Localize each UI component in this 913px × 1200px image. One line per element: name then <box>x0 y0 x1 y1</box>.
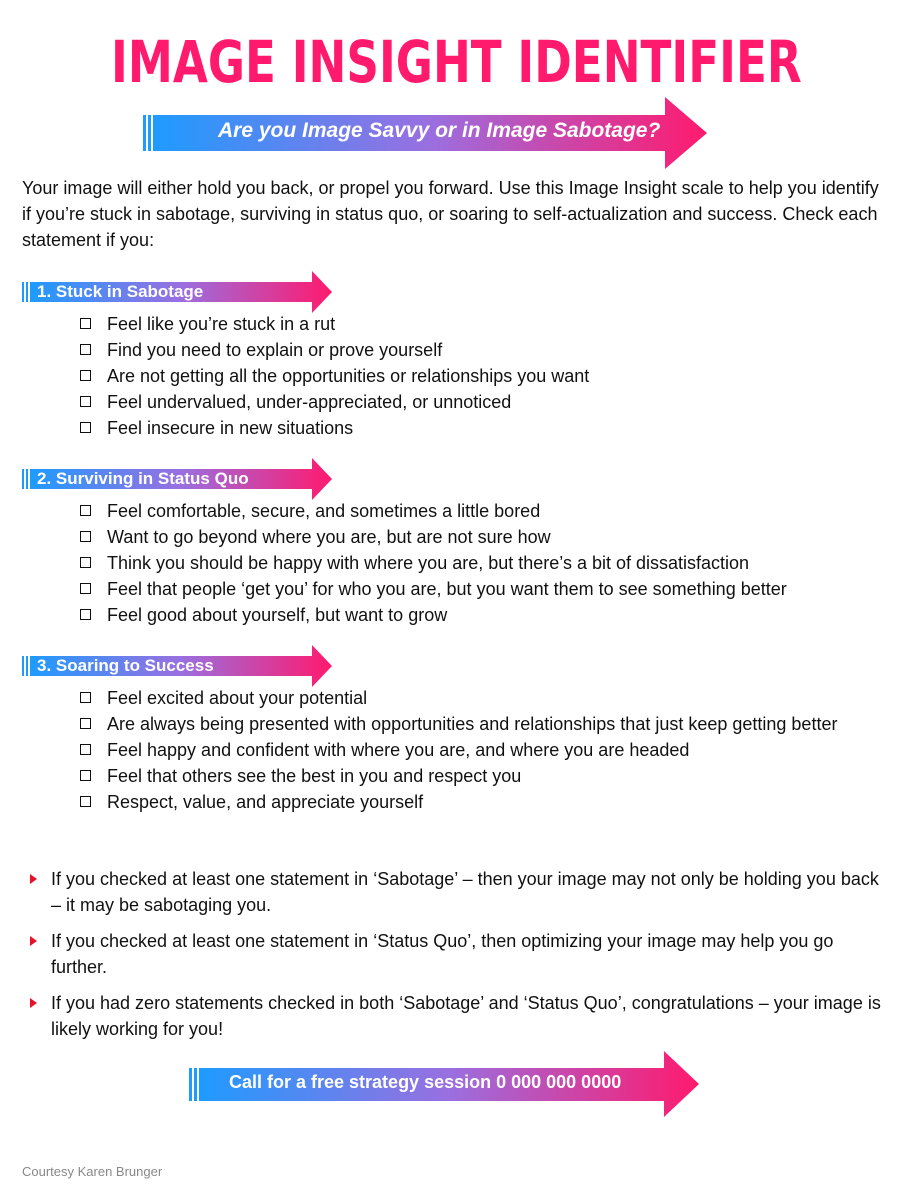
checklist-item <box>80 415 887 441</box>
triangle-bullet-icon <box>30 998 37 1008</box>
result-text: If you checked at least one statement in ‘Sabotage’ – then your image may not only be holding you back – it may be sabotaging you. <box>51 869 879 915</box>
subtitle: Are you Image Savvy or in Image Sabotage? <box>218 119 661 142</box>
intro-paragraph: Your image will either hold you back, or propel you forward. Use this Image Insight scale to help you identify if you’re stuck in sabotage, surviving in status quo, or soaring to self-actualization and success. Check each statement if you: <box>22 178 879 250</box>
checkbox[interactable] <box>80 422 91 433</box>
checklist-item-text: Respect, value, and appreciate yourself <box>107 792 424 812</box>
checklist-item <box>80 685 887 711</box>
checklist-item-text: Are not getting all the opportunities or relationships you want <box>107 366 590 386</box>
results-list <box>28 866 881 1052</box>
checklist-item <box>80 524 887 550</box>
checklist-item-text: Feel that people ‘get you’ for who you are, but you want them to see something better <box>107 579 787 599</box>
result-text: If you had zero statements checked in both ‘Sabotage’ and ‘Status Quo’, congratulations – your image is likely working for you! <box>51 993 881 1039</box>
cta-banner[interactable] <box>189 1051 699 1117</box>
checklist-item <box>80 789 887 815</box>
checkbox[interactable] <box>80 609 91 620</box>
checkbox[interactable] <box>80 583 91 594</box>
checklist-item-text: Want to go beyond where you are, but are not sure how <box>107 527 551 547</box>
checkbox[interactable] <box>80 770 91 781</box>
result-item <box>28 928 881 980</box>
checkbox[interactable] <box>80 531 91 542</box>
checkbox[interactable] <box>80 396 91 407</box>
result-item <box>28 990 881 1042</box>
result-item <box>28 866 881 918</box>
checklist-item-text: Feel like you’re stuck in a rut <box>107 314 336 334</box>
checklist-item <box>80 337 887 363</box>
checklist-item <box>80 602 887 628</box>
checklist-item <box>80 763 887 789</box>
section-heading: 1. Stuck in Sabotage <box>37 282 204 301</box>
checklist-item-text: Feel excited about your potential <box>107 688 368 708</box>
checkbox[interactable] <box>80 796 91 807</box>
checklist-status-quo <box>80 498 887 628</box>
subtitle-banner <box>143 97 707 169</box>
checklist-item <box>80 498 887 524</box>
section-heading: 3. Soaring to Success <box>37 656 214 675</box>
checklist-item-text: Think you should be happy with where you are, but there’s a bit of dissatisfaction <box>107 553 750 573</box>
checklist-item-text: Feel undervalued, under-appreciated, or unnoticed <box>107 392 512 412</box>
section-heading-banner <box>22 458 332 500</box>
checklist-item <box>80 737 887 763</box>
checklist-item <box>80 389 887 415</box>
checklist-item <box>80 550 887 576</box>
checkbox[interactable] <box>80 557 91 568</box>
triangle-bullet-icon <box>30 874 37 884</box>
checklist-item <box>80 576 887 602</box>
checkbox[interactable] <box>80 344 91 355</box>
section-heading-banner <box>22 645 332 687</box>
checklist-item-text: Feel that others see the best in you and respect you <box>107 766 522 786</box>
checkbox[interactable] <box>80 692 91 703</box>
section-heading: 2. Surviving in Status Quo <box>37 469 249 488</box>
checklist-sabotage <box>80 311 887 441</box>
checklist-item-text: Feel good about yourself, but want to grow <box>107 605 448 625</box>
checkbox[interactable] <box>80 505 91 516</box>
triangle-bullet-icon <box>30 936 37 946</box>
cta-text: Call for a free strategy session 0 000 000 0000 <box>229 1072 622 1092</box>
checkbox[interactable] <box>80 318 91 329</box>
checklist-item <box>80 363 887 389</box>
checklist-item-text: Feel happy and confident with where you are, and where you are headed <box>107 740 690 760</box>
result-text: If you checked at least one statement in ‘Status Quo’, then optimizing your image may help you go further. <box>51 931 834 977</box>
page-title: IMAGE INSIGHT IDENTIFIER <box>111 28 802 96</box>
checklist-item-text: Find you need to explain or prove yourself <box>107 340 443 360</box>
checklist-item-text: Feel insecure in new situations <box>107 418 354 438</box>
credit-footer: Courtesy Karen Brunger <box>22 1164 163 1179</box>
checklist-item <box>80 311 887 337</box>
checklist-item <box>80 711 887 737</box>
checkbox[interactable] <box>80 370 91 381</box>
checkbox[interactable] <box>80 718 91 729</box>
checklist-success <box>80 685 887 815</box>
section-heading-banner <box>22 271 332 313</box>
checklist-item-text: Feel comfortable, secure, and sometimes a little bored <box>107 501 541 521</box>
checklist-item-text: Are always being presented with opportunities and relationships that just keep getting better <box>107 714 838 734</box>
checkbox[interactable] <box>80 744 91 755</box>
